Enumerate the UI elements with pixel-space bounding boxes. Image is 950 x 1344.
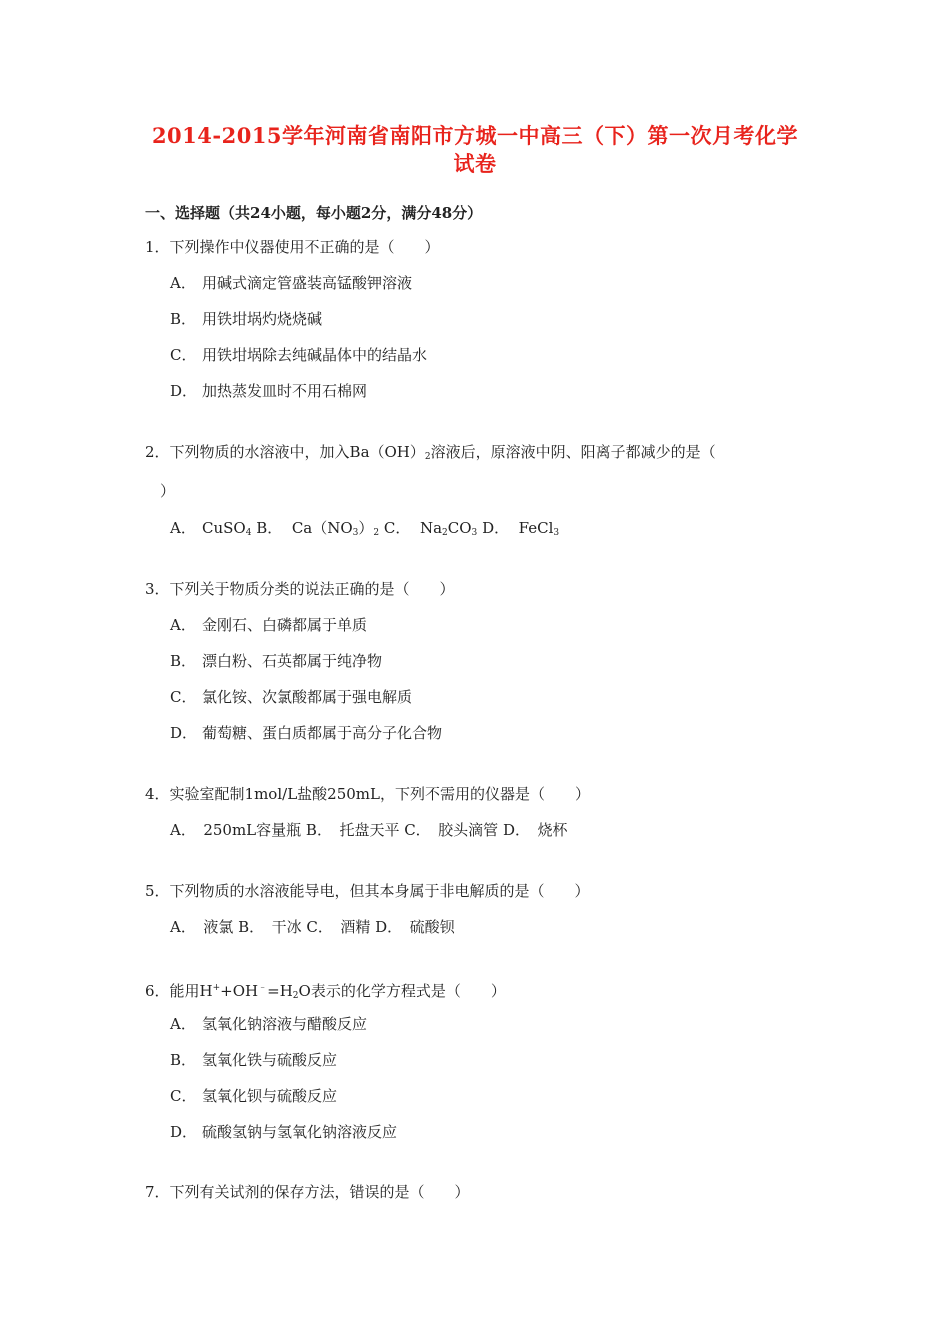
- option-b-label: B．: [256, 519, 283, 537]
- section-heading: 一、选择题（共24小题，每小题2分，满分48分）: [145, 204, 483, 222]
- option-label: D．: [170, 1123, 198, 1141]
- subscript: 3: [352, 528, 359, 538]
- subscript: 2: [442, 528, 448, 538]
- option-d-text: FeCl: [518, 519, 554, 537]
- option-text: 氢氧化钠溶液与醋酸反应: [202, 1015, 368, 1033]
- option-label: B．: [170, 310, 197, 328]
- option-text: 加热蒸发皿时不用石棉网: [202, 382, 368, 400]
- option-text: 氢氧化钡与硫酸反应: [202, 1087, 338, 1105]
- question-6-option-d: [170, 1121, 397, 1143]
- question-7-stem: 7．下列有关试剂的保存方法，错误的是（ ）: [145, 1183, 470, 1201]
- question-6-option-b: [170, 1049, 337, 1071]
- option-label: A．: [170, 274, 196, 292]
- stem-part: +OH: [220, 982, 259, 1000]
- subscript: 2: [373, 528, 380, 538]
- stem-part: 2．下列物质的水溶液中，加入Ba（OH）: [145, 443, 425, 461]
- question-4-options: A． 250mL容量瓶 B． 托盘天平 C． 胶头滴管 D． 烧杯: [170, 821, 568, 839]
- question-1-stem: 1．下列操作中仪器使用不正确的是（ ）: [145, 238, 440, 256]
- option-label: C．: [170, 688, 197, 706]
- option-label: D．: [170, 382, 198, 400]
- option-label: C．: [170, 346, 197, 364]
- subscript: 3: [553, 528, 560, 538]
- option-text: 用碱式滴定管盛装高锰酸钾溶液: [202, 274, 413, 292]
- question-3-stem: 3．下列关于物质分类的说法正确的是（ ）: [145, 580, 455, 598]
- question-3-option-d: [170, 722, 442, 744]
- superscript: ﹣: [258, 983, 268, 993]
- option-text: 氢氧化铁与硫酸反应: [202, 1051, 338, 1069]
- question-3-option-b: [170, 650, 382, 672]
- stem-part: O表示的化学方程式是（ ）: [298, 982, 506, 1000]
- question-1-option-a: [170, 272, 412, 294]
- question-3-option-a: [170, 614, 367, 636]
- question-1-option-b: [170, 308, 322, 330]
- question-1-option-d: [170, 380, 367, 402]
- option-label: B．: [170, 1051, 197, 1069]
- option-label: A．: [170, 616, 196, 634]
- option-label: D．: [170, 724, 198, 742]
- subscript: 3: [471, 528, 478, 538]
- question-5-stem: 5．下列物质的水溶液能导电，但其本身属于非电解质的是（ ）: [145, 882, 590, 900]
- subscript: 2: [292, 991, 299, 1001]
- option-label: A．: [170, 1015, 196, 1033]
- question-5-options: A． 液氯 B． 干冰 C． 酒精 D． 硫酸钡: [170, 918, 455, 936]
- option-a-label: A．: [170, 519, 196, 537]
- subscript: 4: [245, 528, 252, 538]
- option-text: 硫酸氢钠与氢氧化钠溶液反应: [202, 1123, 398, 1141]
- page-title: [140, 122, 810, 178]
- question-2-stem: [145, 441, 716, 468]
- question-1-option-c: [170, 344, 427, 366]
- option-label: C．: [170, 1087, 197, 1105]
- option-text: 金刚石、白磷都属于单质: [202, 616, 368, 634]
- option-b-text: Ca（NO: [291, 519, 353, 537]
- stem-part: 溶液后，原溶液中阴、阳离子都减少的是（: [430, 443, 716, 461]
- question-6-option-c: [170, 1085, 337, 1107]
- subscript: 2: [424, 452, 431, 462]
- stem-part: 6．能用H: [145, 982, 213, 1000]
- option-b-text: ）: [358, 519, 374, 537]
- question-6-option-a: [170, 1013, 367, 1035]
- title-line-2: 试卷: [453, 151, 497, 176]
- question-2-options: [170, 517, 559, 544]
- option-text: 葡萄糖、蛋白质都属于高分子化合物: [202, 724, 443, 742]
- option-c-text: CO: [447, 519, 472, 537]
- option-c-label: C．: [383, 519, 411, 537]
- option-text: 漂白粉、石英都属于纯净物: [202, 652, 383, 670]
- option-label: B．: [170, 652, 197, 670]
- question-2-stem-continued: ）: [160, 482, 176, 500]
- superscript: +: [212, 983, 221, 993]
- option-a-text: CuSO: [202, 519, 246, 537]
- title-line-1: 2014-2015学年河南省南阳市方城一中高三（下）第一次月考化学: [151, 123, 799, 148]
- question-4-stem: 4．实验室配制1mol/L盐酸250mL，下列不需用的仪器是（ ）: [145, 785, 590, 803]
- option-text: 用铁坩埚灼烧烧碱: [202, 310, 323, 328]
- question-6-stem: [145, 977, 506, 1007]
- option-text: 用铁坩埚除去纯碱晶体中的结晶水: [202, 346, 428, 364]
- option-c-text: Na: [419, 519, 443, 537]
- question-3-option-c: [170, 686, 412, 708]
- option-text: 氯化铵、次氯酸都属于强电解质: [202, 688, 413, 706]
- option-d-label: D．: [482, 519, 510, 537]
- stem-part: =H: [267, 982, 293, 1000]
